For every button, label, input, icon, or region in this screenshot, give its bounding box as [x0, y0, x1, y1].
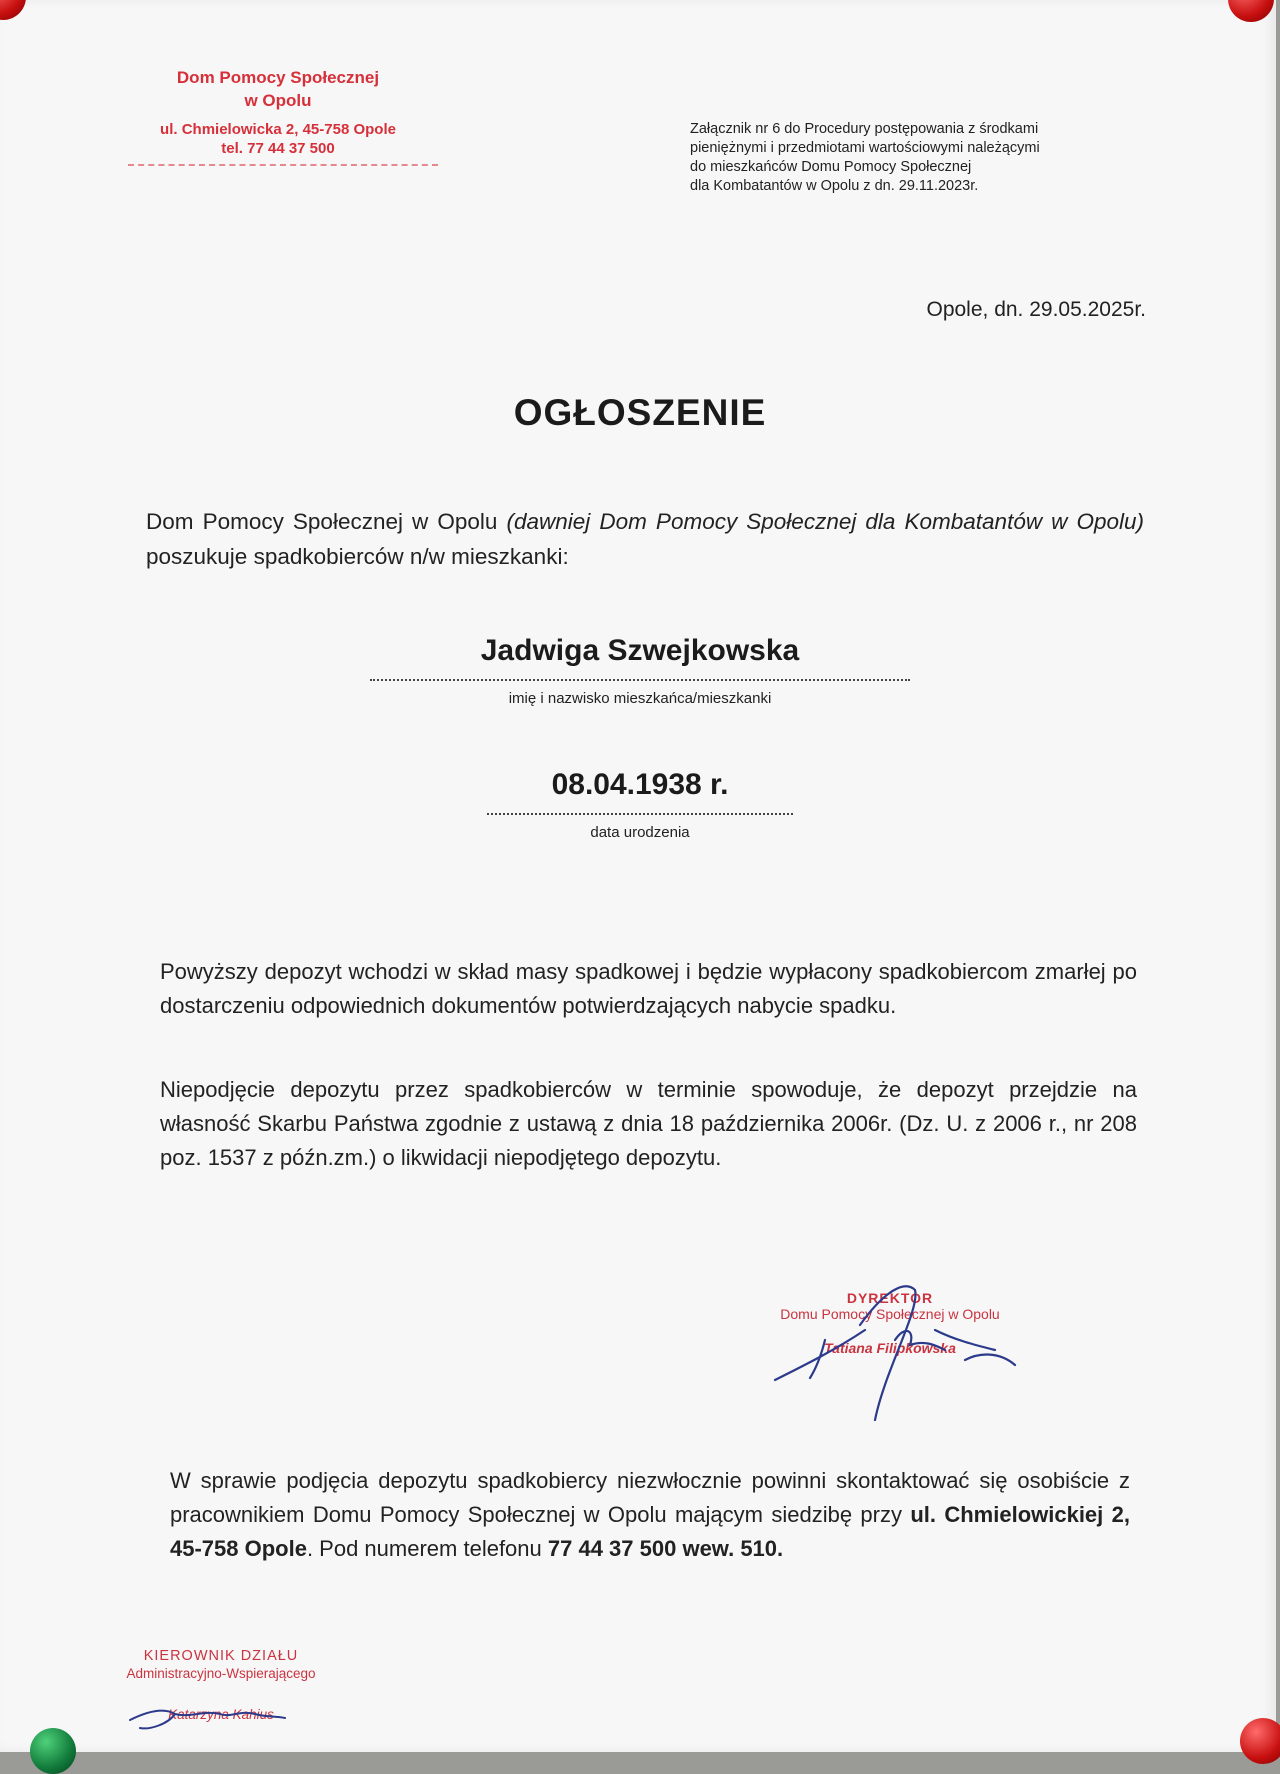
resident-name-field	[0, 634, 1280, 707]
director-signature	[765, 1270, 1035, 1430]
pushpin-bottom-right-icon	[1240, 1718, 1280, 1764]
attachment-line-3: do mieszkańców Domu Pomocy Społecznej	[690, 159, 972, 175]
pushpin-bottom-left-icon	[30, 1728, 76, 1774]
director-institution: Domu Pomocy Społecznej w Opolu	[780, 1306, 1000, 1322]
attachment-line-1: Załącznik nr 6 do Procedury postępowania z środkami	[690, 121, 1039, 137]
forfeiture-paragraph: Niepodjęcie depozytu przez spadkobierców w terminie spowoduje, że depozyt przejdzie na własność Skarbu Państwa zgodnie z ustawą z dnia 18 października 2006r. (Dz. U. z 2006 r., nr 208 poz. 1537 z późn.zm.) o likwidacji niepodjętego depozytu.	[160, 1077, 1137, 1170]
attachment-line-2: pieniężnymi i przedmiotami wartościowymi należącymi	[690, 140, 1040, 156]
manager-signature	[120, 1680, 300, 1746]
stamp-line-2: w Opolu	[244, 91, 312, 110]
page-title: OGŁOSZENIE	[513, 392, 767, 433]
contact-text-2: . Pod numerem telefonu	[306, 1536, 542, 1561]
stamp-line-3: ul. Chmielowicka 2, 45-758 Opole	[160, 121, 396, 138]
institution-stamp	[118, 68, 438, 157]
attachment-reference	[690, 120, 1150, 196]
name-caption: imię i nazwisko mieszkańca/mieszkanki	[508, 690, 772, 707]
stamp-line-1: Dom Pomocy Społecznej	[176, 68, 380, 87]
place-date: Opole, dn. 29.05.2025r.	[926, 298, 1146, 321]
intro-italic: (dawniej Dom Pomocy Społecznej dla Kombatantów w Opolu)	[506, 509, 1144, 534]
contact-text-1: W sprawie podjęcia depozytu spadkobiercy niezwłocznie powinni skontaktować się osobiście z pracownikiem Domu Pomocy Społecznej w Opolu mającym siedzibę przy	[170, 1468, 1130, 1527]
resident-name: Jadwiga Szwejkowska	[480, 634, 800, 667]
intro-start: Dom Pomocy Społecznej w Opolu	[146, 509, 498, 534]
name-dotted-line	[370, 679, 910, 681]
director-title: DYREKTOR	[846, 1290, 934, 1306]
manager-subtitle: Administracyjno-Wspierającego	[126, 1666, 316, 1681]
date-dotted-line	[487, 813, 793, 815]
contact-phone: 77 44 37 500 wew. 510.	[547, 1536, 784, 1561]
director-name: Tatiana Filipkowska	[824, 1340, 956, 1356]
intro-paragraph	[146, 504, 1144, 574]
deposit-paragraph: Powyższy depozyt wchodzi w skład masy spadkowej i będzie wypłacony spadkobiercom zmarłej po dostarczeniu odpowiednich dokumentów potwierdzających nabycie spadku.	[160, 959, 1137, 1018]
birth-date-field	[0, 768, 1280, 841]
birth-date: 08.04.1938 r.	[551, 768, 729, 801]
manager-title: KIEROWNIK DZIAŁU	[143, 1648, 299, 1664]
stamp-divider	[128, 164, 438, 170]
manager-name: Katarzyna Kahius	[168, 1707, 274, 1722]
contact-paragraph	[170, 1464, 1130, 1566]
attachment-line-4: dla Kombatantów w Opolu z dn. 29.11.2023r.	[690, 178, 979, 194]
contact-address: ul. Chmielowickiej 2, 45-758 Opole	[170, 1502, 1130, 1561]
intro-end: poszukuje spadkobierców n/w mieszkanki:	[146, 544, 569, 569]
stamp-line-4: tel. 77 44 37 500	[221, 140, 335, 157]
date-caption: data urodzenia	[590, 824, 690, 841]
